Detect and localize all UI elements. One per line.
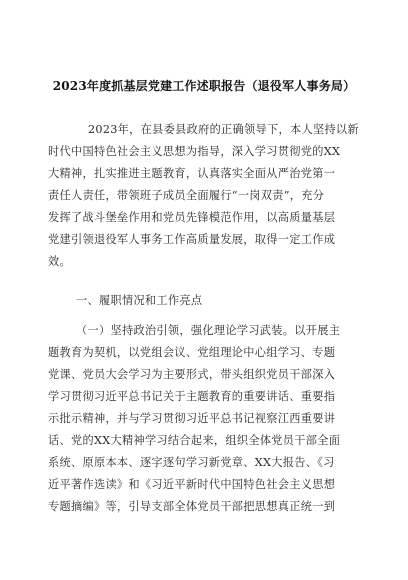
paragraph-line: 效。 [48, 255, 71, 268]
paragraph-line: 党课、党员大会学习为主要形式，带头组织党员干部深入 [48, 368, 336, 381]
paragraph-line: 题教育为契机，以党组会议、党组理论中心组学习、专题 [48, 346, 336, 359]
paragraph-line: （一）坚持政治引领，强化理论学习武装。以开展主 [76, 324, 341, 337]
paragraph-line: 近平著作选读》和《习近平新时代中国特色社会主义思想 [48, 478, 336, 491]
paragraph-line: 系统、原原本本、逐字逐句学习新党章、XX大报告、《习 [48, 456, 335, 469]
paragraph-line: 责任人责任，带领班子成员全面履行“一岗双责”，充分 [48, 189, 325, 202]
section-heading: 一、履职情况和工作亮点 [76, 294, 203, 307]
paragraph-line: 时代中国特色社会主义思想为指导，深入学习贯彻党的XX [48, 145, 341, 158]
paragraph-line: 大精神，扎实推进主题教育，认真落实全面从严治党第一 [48, 167, 336, 180]
paragraph-line: 2023年，在县委县政府的正确领导下，本人坚持以新 [88, 123, 359, 136]
paragraph-line: 专题摘编》等，引导支部全体党员干部把思想真正统一到 [48, 500, 336, 513]
paragraph-line: 发挥了战斗堡垒作用和党员先锋模范作用，以高质量基层 [48, 211, 336, 224]
paragraph-line: 党建引领退役军人事务工作高质量发展，取得一定工作成 [48, 233, 336, 246]
paragraph-line: 学习贯彻习近平总书记关于主题教育的重要讲话、重要指 [48, 390, 336, 403]
document-title: 2023年度抓基层党建工作述职报告（退役军人事务局） [52, 79, 356, 93]
paragraph-line: 示批示精神，并与学习贯彻习近平总书记视察江西重要讲 [48, 412, 336, 425]
paragraph-line: 话、党的XX大精神学习结合起来，组织全体党员干部全面 [48, 434, 341, 447]
